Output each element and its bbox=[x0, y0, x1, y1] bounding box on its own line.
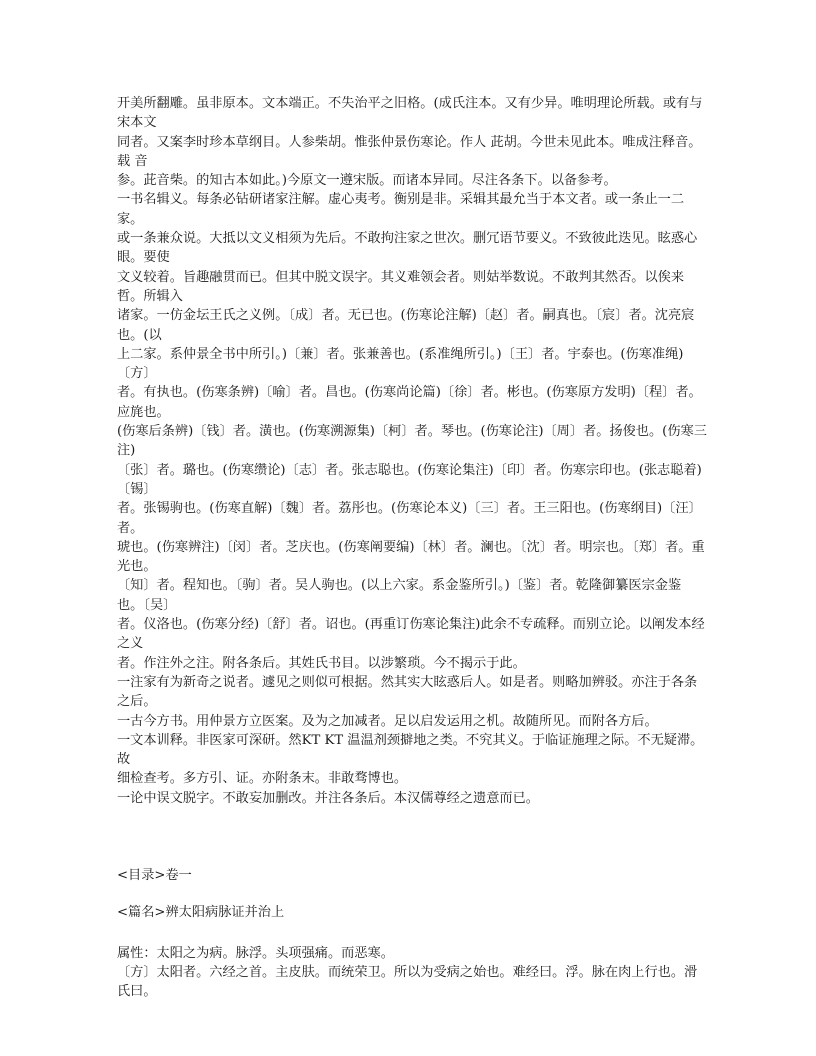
text-line-17: 一注家有为新奇之说者。遽见之则似可根据。然其实大眩惑后人。如是者。则略加辨驳。亦注于各条之后。 bbox=[117, 674, 698, 710]
text-line-3: 参。茈音柴。的知古本如此。)今原文一遵宋版。而诸本异同。尽注各条下。以备参考。 bbox=[117, 173, 617, 189]
text-line-2: 同者。又案李时珍本草纲目。人参柴胡。惟张仲景伤寒论。作人 茈胡。今世未见此本。唯成注释音。载 音 bbox=[117, 134, 702, 169]
chapter-title: <篇名>辨太阳病脉证并治上 bbox=[117, 905, 285, 921]
text-line-11: 〔张〕者。璐也。(伤寒缵论)〔志〕者。张志聪也。(伤寒论集注)〔印〕者。伤寒宗印也。(张志聪着)〔锡〕 bbox=[117, 462, 702, 497]
document-page bbox=[117, 94, 707, 1001]
text-line-13: 琥也。(伤寒辨注)〔闵〕者。芝庆也。(伤寒阐要编)〔林〕者。澜也。〔沈〕者。明宗也。〔郑〕者。重光也。 bbox=[117, 539, 705, 575]
text-line-14: 〔知〕者。程知也。〔驹〕者。吴人驹也。(以上六家。系金鉴所引。)〔鉴〕者。乾隆御纂医宗金鉴也。〔吴〕 bbox=[117, 578, 682, 613]
attribute-line: 属性：太阳之为病。脉浮。头项强痛。而恶寒。 bbox=[117, 945, 394, 961]
text-line-4: 一书名辑义。每条必钻研诸家注解。虚心夷考。衡别是非。采辑其最允当于本文者。或一条止一二家。 bbox=[117, 192, 685, 227]
text-line-5: 或一条兼众说。大抵以文义相须为先后。不敢拘注家之世次。删冗语节要义。不致彼此迭见。眩惑心眼。要使 bbox=[117, 231, 698, 266]
text-line-1: 开美所翻雕。虽非原本。文本端正。不失治平之旧格。(成氏注本。又有少异。唯明理论所载。或有与宋本文 bbox=[117, 96, 703, 131]
commentary-line: 〔方〕太阳者。六经之首。主皮肤。而统荣卫。所以为受病之始也。难经曰。浮。脉在肉上行也。滑氏曰。 bbox=[117, 964, 698, 1000]
text-line-6: 文义较着。旨趣融贯而已。但其中脱文误字。其义难领会者。则姑举数说。不敢判其然否。以俟来哲。所辑入 bbox=[117, 269, 685, 304]
text-line-10: (伤寒后条辨)〔钱〕者。潢也。(伤寒溯源集)〔柯〕者。琴也。(伤寒论注)〔周〕者。扬俊也。(伤寒三注) bbox=[117, 424, 707, 459]
text-line-20: 细检查考。多方引、证。亦附条末。非敢骛博也。 bbox=[117, 771, 408, 787]
text-line-21: 一论中误文脱字。不敢妄加删改。并注各条后。本汉儒尊经之遗意而已。 bbox=[117, 790, 539, 806]
text-line-8: 上二家。系仲景全书中所引。)〔兼〕者。张兼善也。(系准绳所引。)〔王〕者。宇泰也。(伤寒准绳)〔方〕 bbox=[117, 346, 684, 382]
text-line-15: 者。仪洛也。(伤寒分经)〔舒〕者。诏也。(再重订伤寒论集注)此余不专疏释。而别立论。以阐发本经之义 bbox=[117, 617, 705, 652]
text-line-12: 者。张锡驹也。(伤寒直解)〔魏〕者。荔彤也。(伤寒论本义)〔三〕者。王三阳也。(伤寒纲目)〔汪〕者。 bbox=[117, 501, 702, 536]
text-line-18: 一古今方书。用仲景方立医案。及为之加减者。足以启发运用之机。故随所见。而附各方后。 bbox=[117, 713, 658, 729]
text-line-9: 者。有执也。(伤寒条辨)〔喻〕者。昌也。(伤寒尚论篇)〔徐〕者。彬也。(伤寒原方发明)〔程〕者。应旄也。 bbox=[117, 385, 702, 420]
toc-heading: <目录>卷一 bbox=[117, 867, 192, 883]
preface-notes bbox=[117, 94, 707, 808]
text-line-19: 一文本训释。非医家可深研。然KT KT 温温剂颈擗地之类。不究其义。于临证施理之际。不无疑滞。故 bbox=[117, 732, 704, 768]
text-line-16: 者。作注外之注。附各条后。其姓氏书目。以涉繁琐。今不揭示于此。 bbox=[117, 655, 526, 671]
text-line-7: 诸家。一仿金坛王氏之义例。〔成〕者。无已也。(伤寒论注解)〔赵〕者。嗣真也。〔宸〕者。沈亮宸也。(以 bbox=[117, 308, 695, 343]
